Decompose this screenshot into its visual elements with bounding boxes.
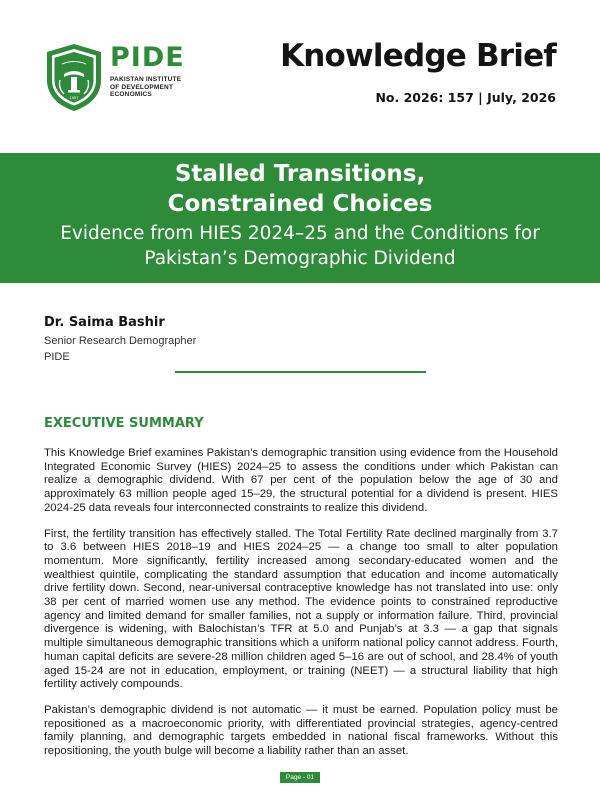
brief-title-line: Constrained Choices	[167, 191, 433, 217]
brief-subtitle	[0, 221, 600, 271]
logo-text	[110, 44, 240, 99]
page-number-badge: Page - 01	[280, 772, 320, 783]
logo-name: PIDE	[110, 42, 185, 73]
page-header	[0, 0, 600, 150]
author-role: Senior Research Demographer	[44, 335, 197, 347]
logo-subtitle-line: ECONOMICS	[110, 91, 152, 98]
pide-emblem-icon	[44, 42, 104, 112]
brief-subtitle-line: Pakistan’s Demographic Dividend	[144, 248, 456, 269]
emblem-year: 1957	[69, 95, 79, 100]
brief-title-line: Stalled Transitions,	[174, 161, 426, 187]
author-organization: PIDE	[44, 351, 70, 363]
summary-paragraph: Pakistan’s demographic dividend is not automatic — it must be earned. Population policy must be repositioned as a macroeconomic priority, with differentiated provincial strategies, agency-centred family planning, and demographic targets embedded in national fiscal frameworks. Without this repositioning, the youth bulge will become a liability rather than an asset.	[44, 703, 558, 758]
summary-paragraph: This Knowledge Brief examines Pakistan’s demographic transition using evidence from the Household Integrated Economic Survey (HIES) 2024–25 to assess the conditions under which Pakistan can realize a demographic dividend. With 67 per cent of the population below the age of 30 and approximately 63 million people aged 15–29, the structural potential for a dividend is present. HIES 2024-25 data reveals four interconnected constraints to realize this dividend.	[44, 447, 558, 514]
summary-paragraph: First, the fertility transition has effectively stalled. The Total Fertility Rate declined marginally from 3.7 to 3.6 between HIES 2018–19 and HIES 2024–25 — a change too small to alter population momentum. More significantly, fertility increased among secondary-educated women and the wealthiest quintile, complicating the standard assumption that education and income automatically drive fertility down. Second, near-universal contraceptive knowledge has not translated into use: only 38 per cent of married women use any method. The evidence points to constrained reproductive agency and limited demand for smaller families, not a supply or information failure. Third, provincial divergence is widening, with Balochistan’s TFR at 5.0 and Punjab’s at 3.3 — a gap that signals multiple simultaneous demographic transitions which a uniform national policy cannot address. Fourth, human capital deficits are severe-28 million children aged 5–16 are out of school, and 28.4% of youth aged 15-24 are not in education, employment, or training (NEET) — a structural liability that high fertility actively compounds.	[44, 527, 558, 691]
author-block	[44, 315, 196, 365]
executive-summary-body	[44, 447, 558, 771]
logo-subtitle	[110, 76, 240, 99]
logo-subtitle-line: OF DEVELOPMENT	[110, 83, 174, 91]
issue-number: No. 2026: 157 | July, 2026	[375, 90, 556, 105]
section-heading: EXECUTIVE SUMMARY	[44, 416, 204, 431]
brief-subtitle-line: Evidence from HIES 2024–25 and the Conditions for	[60, 223, 540, 244]
author-name: Dr. Saima Bashir	[44, 315, 165, 330]
publication-title: Knowledge Brief	[280, 38, 556, 74]
brief-title	[0, 159, 600, 219]
section-divider	[175, 371, 426, 373]
title-banner	[0, 153, 600, 283]
logo-subtitle-line: PAKISTAN INSTITUTE	[110, 76, 182, 83]
